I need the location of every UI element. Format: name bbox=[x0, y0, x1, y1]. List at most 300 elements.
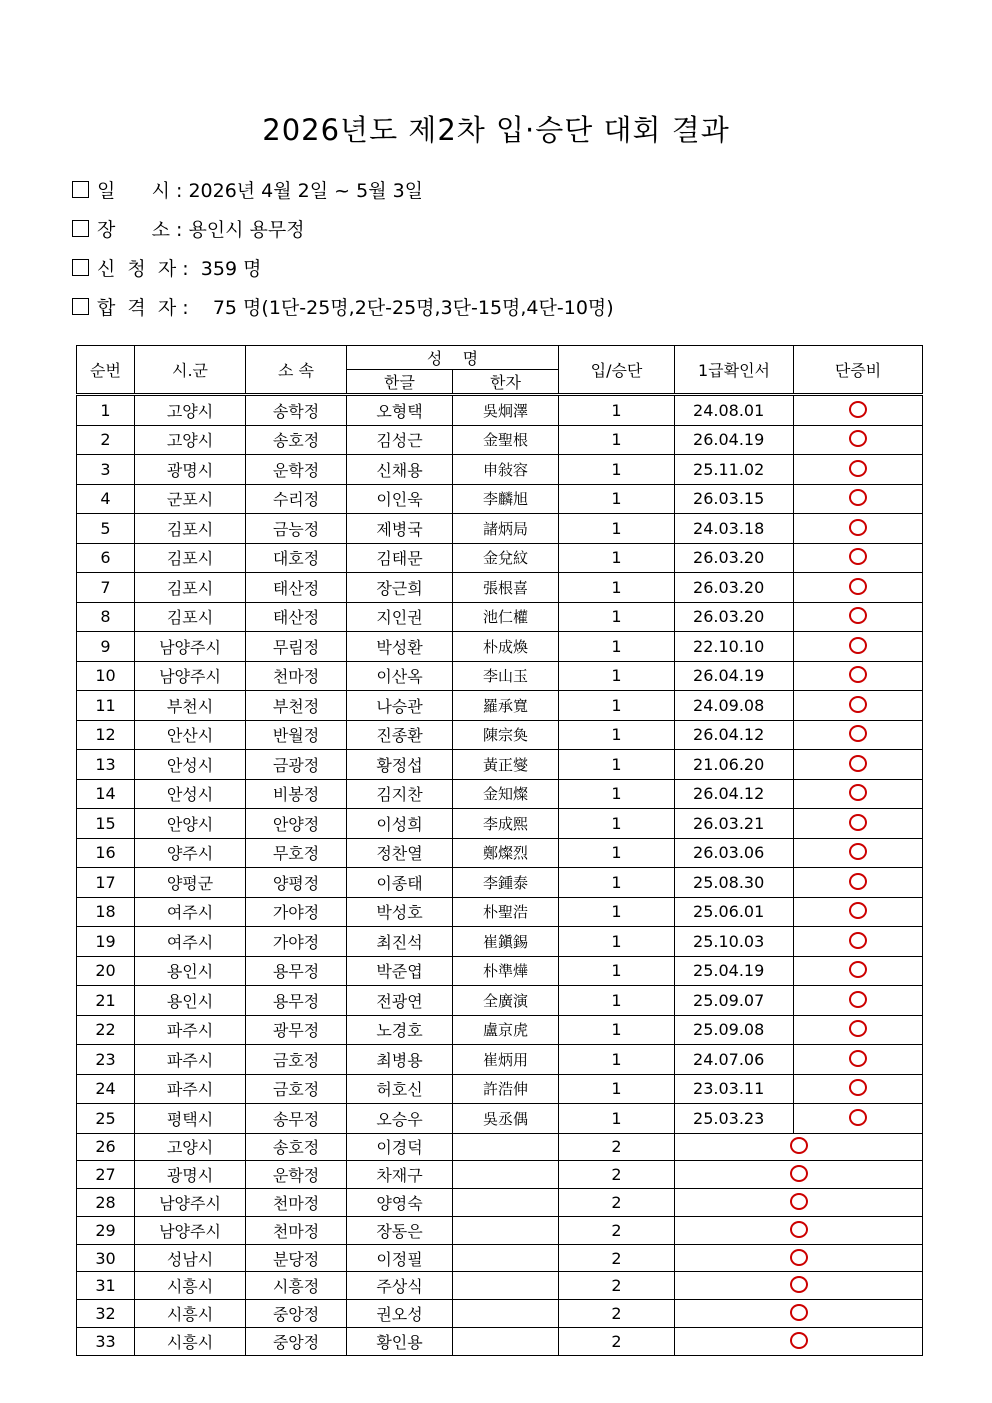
cell-city: 용인시 bbox=[135, 956, 246, 986]
table-row bbox=[77, 395, 923, 426]
cell-name-hangul: 권오성 bbox=[347, 1300, 453, 1328]
info-line-applicants bbox=[72, 254, 261, 281]
cell-cert: 25.11.02 bbox=[675, 455, 794, 485]
cell-city: 남양주시 bbox=[135, 632, 246, 662]
cell-club: 중앙정 bbox=[246, 1328, 347, 1356]
cell-no: 23 bbox=[77, 1045, 135, 1075]
cell-club: 반월정 bbox=[246, 720, 347, 750]
cell-no: 16 bbox=[77, 838, 135, 868]
cell-cert: 22.10.10 bbox=[675, 632, 794, 662]
cell-name-hanja: 許浩伸 bbox=[453, 1074, 559, 1104]
cell-club: 양평정 bbox=[246, 868, 347, 898]
cell-name-hanja: 吳丞偶 bbox=[453, 1104, 559, 1134]
cell-name-hanja: 諸炳局 bbox=[453, 514, 559, 544]
cell-no: 2 bbox=[77, 425, 135, 455]
cell-city: 파주시 bbox=[135, 1045, 246, 1075]
cell-club: 송무정 bbox=[246, 1104, 347, 1134]
cell-name-hangul: 이산옥 bbox=[347, 661, 453, 691]
info-line-passed bbox=[72, 293, 614, 320]
cell-name-hangul: 양영숙 bbox=[347, 1189, 453, 1217]
cell-name-hanja bbox=[453, 1133, 559, 1161]
checkbox-square-icon bbox=[72, 220, 89, 237]
cell-fee bbox=[794, 779, 923, 809]
cell-name-hangul: 차재구 bbox=[347, 1161, 453, 1189]
info-value: 75 명(1단-25명,2단-25명,3단-15명,4단-10명) bbox=[212, 297, 614, 319]
cell-city: 안양시 bbox=[135, 809, 246, 839]
cell-club: 대호정 bbox=[246, 543, 347, 573]
cell-fee bbox=[794, 395, 923, 426]
cell-name-hangul: 이인욱 bbox=[347, 484, 453, 514]
cell-club: 천마정 bbox=[246, 1216, 347, 1244]
cell-cert: 26.04.19 bbox=[675, 425, 794, 455]
cell-fee-merged bbox=[675, 1244, 923, 1272]
info-value: 2026년 4월 2일 ~ 5월 3일 bbox=[188, 180, 424, 202]
cell-name-hanja bbox=[453, 1189, 559, 1217]
cell-club: 분당정 bbox=[246, 1244, 347, 1272]
cell-name-hangul: 박성환 bbox=[347, 632, 453, 662]
header-city: 시.군 bbox=[135, 346, 246, 395]
cell-name-hangul: 정찬열 bbox=[347, 838, 453, 868]
header-hanja: 한자 bbox=[453, 370, 559, 395]
cell-no: 7 bbox=[77, 573, 135, 603]
cell-dan: 2 bbox=[559, 1328, 675, 1356]
circle-mark-icon bbox=[849, 1020, 867, 1037]
header-cert: 1급확인서 bbox=[675, 346, 794, 395]
cell-dan: 1 bbox=[559, 750, 675, 780]
header-name: 성 명 bbox=[347, 346, 559, 370]
cell-fee-merged bbox=[675, 1133, 923, 1161]
cell-cert: 25.09.07 bbox=[675, 986, 794, 1016]
cell-no: 27 bbox=[77, 1161, 135, 1189]
cell-no: 6 bbox=[77, 543, 135, 573]
table-row bbox=[77, 1216, 923, 1244]
table-row bbox=[77, 484, 923, 514]
table-row bbox=[77, 1015, 923, 1045]
cell-dan: 2 bbox=[559, 1244, 675, 1272]
table-row bbox=[77, 455, 923, 485]
cell-name-hanja: 盧京虎 bbox=[453, 1015, 559, 1045]
circle-mark-icon bbox=[849, 902, 867, 919]
cell-name-hangul: 장근희 bbox=[347, 573, 453, 603]
cell-club: 가야정 bbox=[246, 927, 347, 957]
cell-fee bbox=[794, 1045, 923, 1075]
circle-mark-icon bbox=[790, 1193, 808, 1210]
cell-name-hangul: 김태문 bbox=[347, 543, 453, 573]
cell-name-hanja: 李鍾泰 bbox=[453, 868, 559, 898]
cell-fee bbox=[794, 750, 923, 780]
circle-mark-icon bbox=[790, 1221, 808, 1238]
cell-name-hanja: 鄭燦烈 bbox=[453, 838, 559, 868]
cell-no: 21 bbox=[77, 986, 135, 1016]
table-row bbox=[77, 838, 923, 868]
cell-dan: 1 bbox=[559, 1045, 675, 1075]
info-label: 일 시 bbox=[97, 180, 170, 202]
cell-city: 남양주시 bbox=[135, 661, 246, 691]
cell-name-hangul: 오승우 bbox=[347, 1104, 453, 1134]
circle-mark-icon bbox=[849, 932, 867, 949]
header-no: 순번 bbox=[77, 346, 135, 395]
cell-cert: 25.04.19 bbox=[675, 956, 794, 986]
cell-no: 32 bbox=[77, 1300, 135, 1328]
cell-name-hangul: 전광연 bbox=[347, 986, 453, 1016]
cell-dan: 1 bbox=[559, 1074, 675, 1104]
cell-dan: 1 bbox=[559, 956, 675, 986]
cell-club: 용무정 bbox=[246, 986, 347, 1016]
cell-name-hanja: 李麟旭 bbox=[453, 484, 559, 514]
circle-mark-icon bbox=[849, 991, 867, 1008]
circle-mark-icon bbox=[790, 1249, 808, 1266]
cell-dan: 2 bbox=[559, 1189, 675, 1217]
cell-fee bbox=[794, 632, 923, 662]
cell-no: 8 bbox=[77, 602, 135, 632]
table-row bbox=[77, 779, 923, 809]
cell-name-hangul: 최진석 bbox=[347, 927, 453, 957]
cell-name-hangul: 박성호 bbox=[347, 897, 453, 927]
cell-no: 1 bbox=[77, 395, 135, 426]
cell-cert: 25.06.01 bbox=[675, 897, 794, 927]
cell-name-hangul: 이경덕 bbox=[347, 1133, 453, 1161]
cell-no: 5 bbox=[77, 514, 135, 544]
cell-city: 성남시 bbox=[135, 1244, 246, 1272]
cell-name-hangul: 나승관 bbox=[347, 691, 453, 721]
circle-mark-icon bbox=[790, 1332, 808, 1349]
table-row bbox=[77, 927, 923, 957]
cell-dan: 2 bbox=[559, 1300, 675, 1328]
cell-fee-merged bbox=[675, 1328, 923, 1356]
cell-cert: 24.03.18 bbox=[675, 514, 794, 544]
cell-no: 14 bbox=[77, 779, 135, 809]
info-separator: : bbox=[176, 297, 213, 319]
cell-cert: 26.03.06 bbox=[675, 838, 794, 868]
cell-fee bbox=[794, 1015, 923, 1045]
table-row bbox=[77, 691, 923, 721]
cell-no: 19 bbox=[77, 927, 135, 957]
cell-fee bbox=[794, 986, 923, 1016]
cell-no: 10 bbox=[77, 661, 135, 691]
cell-dan: 1 bbox=[559, 661, 675, 691]
info-separator: : bbox=[169, 180, 189, 202]
cell-fee bbox=[794, 661, 923, 691]
table-row bbox=[77, 1104, 923, 1134]
cell-fee-merged bbox=[675, 1300, 923, 1328]
circle-mark-icon bbox=[849, 548, 867, 565]
cell-dan: 2 bbox=[559, 1272, 675, 1300]
cell-fee bbox=[794, 691, 923, 721]
cell-dan: 1 bbox=[559, 455, 675, 485]
circle-mark-icon bbox=[849, 961, 867, 978]
cell-name-hanja: 朴準燁 bbox=[453, 956, 559, 986]
cell-no: 31 bbox=[77, 1272, 135, 1300]
cell-no: 24 bbox=[77, 1074, 135, 1104]
cell-dan: 1 bbox=[559, 632, 675, 662]
cell-name-hanja: 金兌紋 bbox=[453, 543, 559, 573]
results-table bbox=[76, 345, 923, 1356]
table-row bbox=[77, 1133, 923, 1161]
cell-club: 무호정 bbox=[246, 838, 347, 868]
cell-name-hanja: 李成熙 bbox=[453, 809, 559, 839]
cell-name-hangul: 이정필 bbox=[347, 1244, 453, 1272]
circle-mark-icon bbox=[849, 519, 867, 536]
cell-dan: 1 bbox=[559, 573, 675, 603]
cell-name-hanja bbox=[453, 1272, 559, 1300]
cell-name-hanja: 李山玉 bbox=[453, 661, 559, 691]
cell-name-hangul: 황인용 bbox=[347, 1328, 453, 1356]
cell-dan: 1 bbox=[559, 838, 675, 868]
circle-mark-icon bbox=[849, 578, 867, 595]
cell-name-hanja: 朴聖浩 bbox=[453, 897, 559, 927]
cell-club: 금호정 bbox=[246, 1074, 347, 1104]
table-row bbox=[77, 425, 923, 455]
circle-mark-icon bbox=[849, 489, 867, 506]
cell-name-hangul: 노경호 bbox=[347, 1015, 453, 1045]
circle-mark-icon bbox=[790, 1165, 808, 1182]
cell-club: 비봉정 bbox=[246, 779, 347, 809]
cell-city: 고양시 bbox=[135, 395, 246, 426]
cell-name-hanja bbox=[453, 1328, 559, 1356]
cell-name-hanja: 金知燦 bbox=[453, 779, 559, 809]
cell-club: 운학정 bbox=[246, 1161, 347, 1189]
cell-club: 금능정 bbox=[246, 514, 347, 544]
cell-dan: 1 bbox=[559, 395, 675, 426]
circle-mark-icon bbox=[849, 725, 867, 742]
cell-no: 3 bbox=[77, 455, 135, 485]
cell-no: 4 bbox=[77, 484, 135, 514]
cell-dan: 1 bbox=[559, 691, 675, 721]
cell-name-hanja: 吳炯澤 bbox=[453, 395, 559, 426]
info-label: 신 청 자 bbox=[97, 258, 177, 280]
header-fee: 단증비 bbox=[794, 346, 923, 395]
cell-fee bbox=[794, 514, 923, 544]
cell-dan: 1 bbox=[559, 986, 675, 1016]
cell-fee bbox=[794, 838, 923, 868]
cell-dan: 2 bbox=[559, 1216, 675, 1244]
table-row bbox=[77, 720, 923, 750]
cell-name-hangul: 김지찬 bbox=[347, 779, 453, 809]
header-dan: 입/승단 bbox=[559, 346, 675, 395]
cell-dan: 1 bbox=[559, 484, 675, 514]
cell-cert: 25.09.08 bbox=[675, 1015, 794, 1045]
cell-club: 부천정 bbox=[246, 691, 347, 721]
cell-cert: 26.04.12 bbox=[675, 720, 794, 750]
cell-cert: 26.03.20 bbox=[675, 573, 794, 603]
table-row bbox=[77, 573, 923, 603]
cell-name-hangul: 최병용 bbox=[347, 1045, 453, 1075]
cell-name-hangul: 장동은 bbox=[347, 1216, 453, 1244]
cell-club: 천마정 bbox=[246, 661, 347, 691]
cell-name-hanja: 崔鎭錫 bbox=[453, 927, 559, 957]
cell-name-hangul: 오형택 bbox=[347, 395, 453, 426]
cell-city: 남양주시 bbox=[135, 1189, 246, 1217]
results-body bbox=[77, 395, 923, 1356]
cell-name-hangul: 이종태 bbox=[347, 868, 453, 898]
cell-city: 안산시 bbox=[135, 720, 246, 750]
cell-fee bbox=[794, 1104, 923, 1134]
cell-dan: 1 bbox=[559, 1104, 675, 1134]
table-row bbox=[77, 897, 923, 927]
cell-city: 시흥시 bbox=[135, 1328, 246, 1356]
cell-city: 시흥시 bbox=[135, 1272, 246, 1300]
cell-name-hanja bbox=[453, 1161, 559, 1189]
cell-dan: 1 bbox=[559, 425, 675, 455]
info-separator: : bbox=[169, 219, 189, 241]
info-label: 합 격 자 bbox=[97, 297, 177, 319]
cell-cert: 24.08.01 bbox=[675, 395, 794, 426]
cell-name-hanja: 羅承寬 bbox=[453, 691, 559, 721]
cell-cert: 26.03.20 bbox=[675, 543, 794, 573]
cell-no: 22 bbox=[77, 1015, 135, 1045]
cell-cert: 26.03.21 bbox=[675, 809, 794, 839]
cell-no: 12 bbox=[77, 720, 135, 750]
checkbox-square-icon bbox=[72, 298, 89, 315]
cell-dan: 1 bbox=[559, 779, 675, 809]
circle-mark-icon bbox=[849, 460, 867, 477]
cell-name-hanja: 陳宗奐 bbox=[453, 720, 559, 750]
circle-mark-icon bbox=[849, 666, 867, 683]
cell-name-hangul: 허호신 bbox=[347, 1074, 453, 1104]
cell-fee-merged bbox=[675, 1216, 923, 1244]
info-line-place bbox=[72, 215, 305, 242]
cell-name-hangul: 박준엽 bbox=[347, 956, 453, 986]
checkbox-square-icon bbox=[72, 181, 89, 198]
info-label: 장 소 bbox=[97, 219, 170, 241]
cell-fee-merged bbox=[675, 1272, 923, 1300]
cell-no: 9 bbox=[77, 632, 135, 662]
cell-fee bbox=[794, 573, 923, 603]
cell-name-hangul: 주상식 bbox=[347, 1272, 453, 1300]
cell-fee bbox=[794, 897, 923, 927]
cell-no: 18 bbox=[77, 897, 135, 927]
cell-cert: 23.03.11 bbox=[675, 1074, 794, 1104]
cell-name-hanja: 申敍容 bbox=[453, 455, 559, 485]
table-row bbox=[77, 1045, 923, 1075]
cell-city: 광명시 bbox=[135, 455, 246, 485]
cell-dan: 2 bbox=[559, 1133, 675, 1161]
circle-mark-icon bbox=[790, 1137, 808, 1154]
cell-city: 군포시 bbox=[135, 484, 246, 514]
cell-name-hanja: 張根喜 bbox=[453, 573, 559, 603]
cell-club: 안양정 bbox=[246, 809, 347, 839]
cell-fee bbox=[794, 868, 923, 898]
circle-mark-icon bbox=[849, 755, 867, 772]
cell-cert: 24.07.06 bbox=[675, 1045, 794, 1075]
cell-no: 15 bbox=[77, 809, 135, 839]
circle-mark-icon bbox=[790, 1276, 808, 1293]
cell-dan: 1 bbox=[559, 720, 675, 750]
cell-name-hanja: 全廣演 bbox=[453, 986, 559, 1016]
cell-city: 안성시 bbox=[135, 750, 246, 780]
cell-dan: 1 bbox=[559, 897, 675, 927]
cell-name-hangul: 이성희 bbox=[347, 809, 453, 839]
cell-club: 중앙정 bbox=[246, 1300, 347, 1328]
cell-club: 금광정 bbox=[246, 750, 347, 780]
cell-city: 김포시 bbox=[135, 602, 246, 632]
cell-club: 태산정 bbox=[246, 573, 347, 603]
cell-no: 20 bbox=[77, 956, 135, 986]
cell-city: 시흥시 bbox=[135, 1300, 246, 1328]
cell-fee-merged bbox=[675, 1161, 923, 1189]
cell-name-hanja: 朴成煥 bbox=[453, 632, 559, 662]
cell-no: 28 bbox=[77, 1189, 135, 1217]
cell-name-hangul: 진종환 bbox=[347, 720, 453, 750]
cell-club: 가야정 bbox=[246, 897, 347, 927]
circle-mark-icon bbox=[849, 607, 867, 624]
cell-name-hangul: 제병국 bbox=[347, 514, 453, 544]
cell-no: 33 bbox=[77, 1328, 135, 1356]
cell-name-hangul: 지인권 bbox=[347, 602, 453, 632]
cell-city: 광명시 bbox=[135, 1161, 246, 1189]
cell-city: 부천시 bbox=[135, 691, 246, 721]
cell-club: 송학정 bbox=[246, 395, 347, 426]
cell-club: 금호정 bbox=[246, 1045, 347, 1075]
cell-dan: 1 bbox=[559, 868, 675, 898]
circle-mark-icon bbox=[849, 637, 867, 654]
cell-club: 송호정 bbox=[246, 425, 347, 455]
cell-city: 양주시 bbox=[135, 838, 246, 868]
cell-name-hanja: 池仁權 bbox=[453, 602, 559, 632]
cell-name-hanja bbox=[453, 1300, 559, 1328]
cell-city: 파주시 bbox=[135, 1015, 246, 1045]
cell-dan: 1 bbox=[559, 514, 675, 544]
cell-no: 29 bbox=[77, 1216, 135, 1244]
cell-fee bbox=[794, 602, 923, 632]
table-row bbox=[77, 1328, 923, 1356]
cell-name-hanja: 金聖根 bbox=[453, 425, 559, 455]
info-value: 용인시 용무정 bbox=[188, 219, 305, 241]
circle-mark-icon bbox=[849, 873, 867, 890]
table-row bbox=[77, 1272, 923, 1300]
cell-city: 고양시 bbox=[135, 1133, 246, 1161]
cell-cert: 26.04.12 bbox=[675, 779, 794, 809]
circle-mark-icon bbox=[849, 1050, 867, 1067]
cell-city: 고양시 bbox=[135, 425, 246, 455]
cell-name-hanja: 崔炳用 bbox=[453, 1045, 559, 1075]
cell-no: 11 bbox=[77, 691, 135, 721]
table-row bbox=[77, 1244, 923, 1272]
table-row bbox=[77, 956, 923, 986]
table-row bbox=[77, 602, 923, 632]
table-row bbox=[77, 1161, 923, 1189]
cell-fee bbox=[794, 927, 923, 957]
cell-cert: 25.03.23 bbox=[675, 1104, 794, 1134]
circle-mark-icon bbox=[849, 843, 867, 860]
cell-club: 용무정 bbox=[246, 956, 347, 986]
cell-club: 시흥정 bbox=[246, 1272, 347, 1300]
cell-city: 파주시 bbox=[135, 1074, 246, 1104]
table-row bbox=[77, 1074, 923, 1104]
cell-name-hangul: 김성근 bbox=[347, 425, 453, 455]
cell-city: 안성시 bbox=[135, 779, 246, 809]
cell-fee bbox=[794, 809, 923, 839]
cell-no: 13 bbox=[77, 750, 135, 780]
circle-mark-icon bbox=[849, 430, 867, 447]
cell-no: 26 bbox=[77, 1133, 135, 1161]
cell-no: 17 bbox=[77, 868, 135, 898]
cell-dan: 1 bbox=[559, 543, 675, 573]
cell-name-hangul: 신채용 bbox=[347, 455, 453, 485]
table-row bbox=[77, 868, 923, 898]
cell-dan: 1 bbox=[559, 809, 675, 839]
cell-fee-merged bbox=[675, 1189, 923, 1217]
table-row bbox=[77, 986, 923, 1016]
circle-mark-icon bbox=[849, 784, 867, 801]
header-club: 소 속 bbox=[246, 346, 347, 395]
table-row bbox=[77, 809, 923, 839]
circle-mark-icon bbox=[849, 401, 867, 418]
cell-fee bbox=[794, 425, 923, 455]
cell-club: 무림정 bbox=[246, 632, 347, 662]
cell-fee bbox=[794, 1074, 923, 1104]
cell-club: 송호정 bbox=[246, 1133, 347, 1161]
